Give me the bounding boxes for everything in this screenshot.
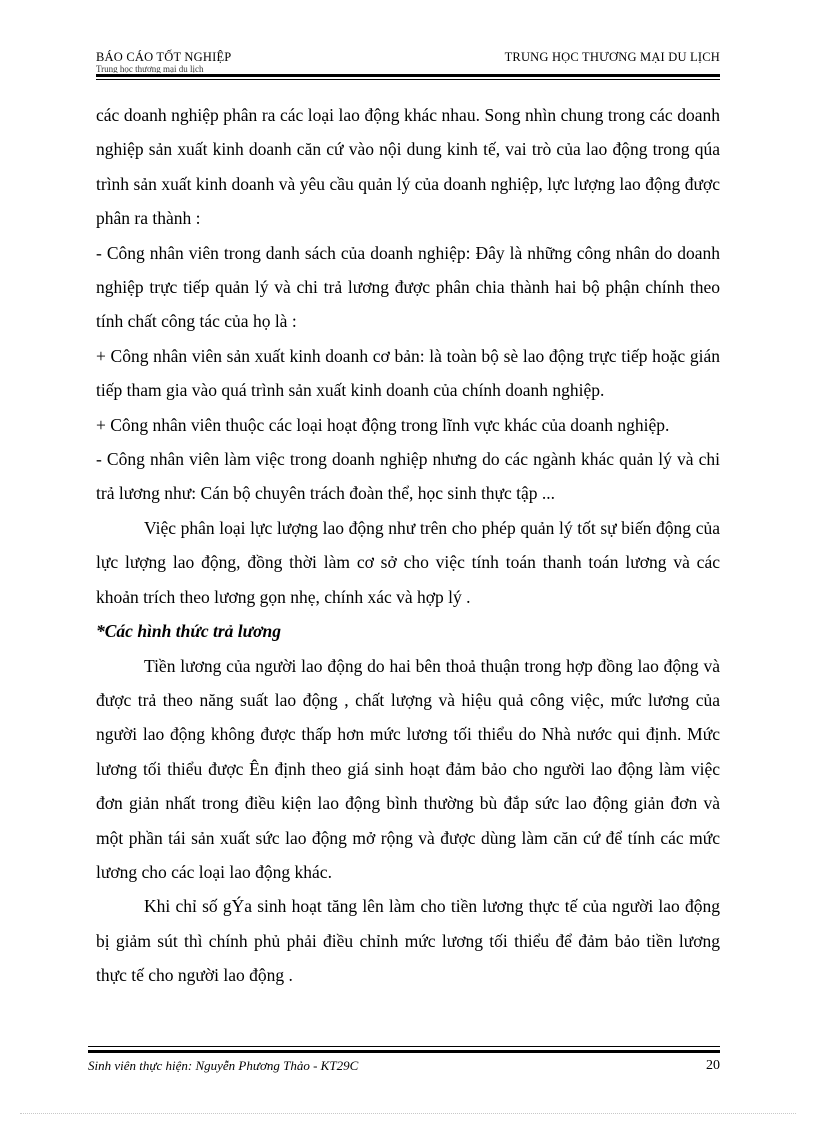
header-rule-thick <box>96 74 720 77</box>
paragraph: - Công nhân viên làm việc trong doanh nghiệp nhưng do các ngành khác quản lý và chi trả lương như: Cán bộ chuyên trách đoàn thể, học sinh thực tập ... <box>96 449 720 504</box>
section-heading: *Các hình thức trả lương <box>96 621 281 642</box>
footer-author: Sinh viên thực hiện: Nguyễn Phương Thảo - KT29C <box>88 1058 359 1073</box>
header-rule-thin <box>96 79 720 80</box>
paragraph: Việc phân loại lực lượng lao động như trên cho phép quản lý tốt sự biến động của lực lượng lao động, đồng thời làm cơ sở cho việc tính toán thanh toán lương và các khoản trích theo lương gọn nhẹ, chính xác và hợp lý . <box>96 517 720 607</box>
paragraph: các doanh nghiệp phân ra các loại lao động khác nhau. Song nhìn chung trong các doanh nghiệp sản xuất kinh doanh căn cứ vào nội dung kinh tế, vai trò của lao động trong qúa trình sản xuất kinh doanh và yêu cầu quản lý của doanh nghiệp, lực lượng lao động được phân ra thành : <box>96 105 720 229</box>
header-school-name: TRUNG HỌC THƯƠNG MẠI DU LỊCH <box>504 50 720 64</box>
page-footer <box>88 1046 720 1076</box>
paragraph: Tiền lương của người lao động do hai bên thoả thuận trong hợp đồng lao động và được trả theo năng suất lao động , chất lượng và hiệu quả công việc, mức lương của người lao động không được thấp hơn mức lương tối thiểu do Nhà nước qui định. Mức lương tối thiểu được Ên định theo giá sinh hoạt đảm bảo cho người lao động làm việc đơn giản nhất trong điều kiện lao động bình thường bù đắp sức lao động giản đơn và một phần tái sản xuất sức lao động mở rộng và được dùng làm căn cứ để tính các mức lương cho các loại lao động khác. <box>96 655 720 882</box>
paragraph: Khi chỉ số gÝa sinh hoạt tăng lên làm cho tiền lương thực tế của người lao động bị giảm sút thì chính phủ phải điều chỉnh mức lương tối thiểu để đảm bảo tiền lương thực tế cho người lao động . <box>96 896 720 986</box>
page-body <box>96 98 720 993</box>
footer-rule-thick <box>88 1050 720 1053</box>
footer-rule-thin <box>88 1046 720 1047</box>
paragraph: + Công nhân viên sản xuất kinh doanh cơ bản: là toàn bộ sè lao động trực tiếp hoặc gián tiếp tham gia vào quá trình sản xuất kinh doanh của chính doanh nghiệp. <box>96 345 720 401</box>
header-subtitle: Trung học thương mại du lịch <box>96 64 204 73</box>
paragraph: - Công nhân viên trong danh sách của doanh nghiệp: Đây là những công nhân do doanh nghiệp trực tiếp quản lý và chi trả lương được phân chia thành hai bộ phận chính theo tính chất công tác của họ là : <box>96 242 720 332</box>
header-report-title: BÁO CÁO TỐT NGHIỆP <box>96 50 232 64</box>
page-edge-divider <box>20 1113 796 1114</box>
page-header <box>96 50 720 80</box>
page-number: 20 <box>706 1058 720 1073</box>
paragraph: + Công nhân viên thuộc các loại hoạt động trong lĩnh vực khác của doanh nghiệp. <box>96 414 670 435</box>
